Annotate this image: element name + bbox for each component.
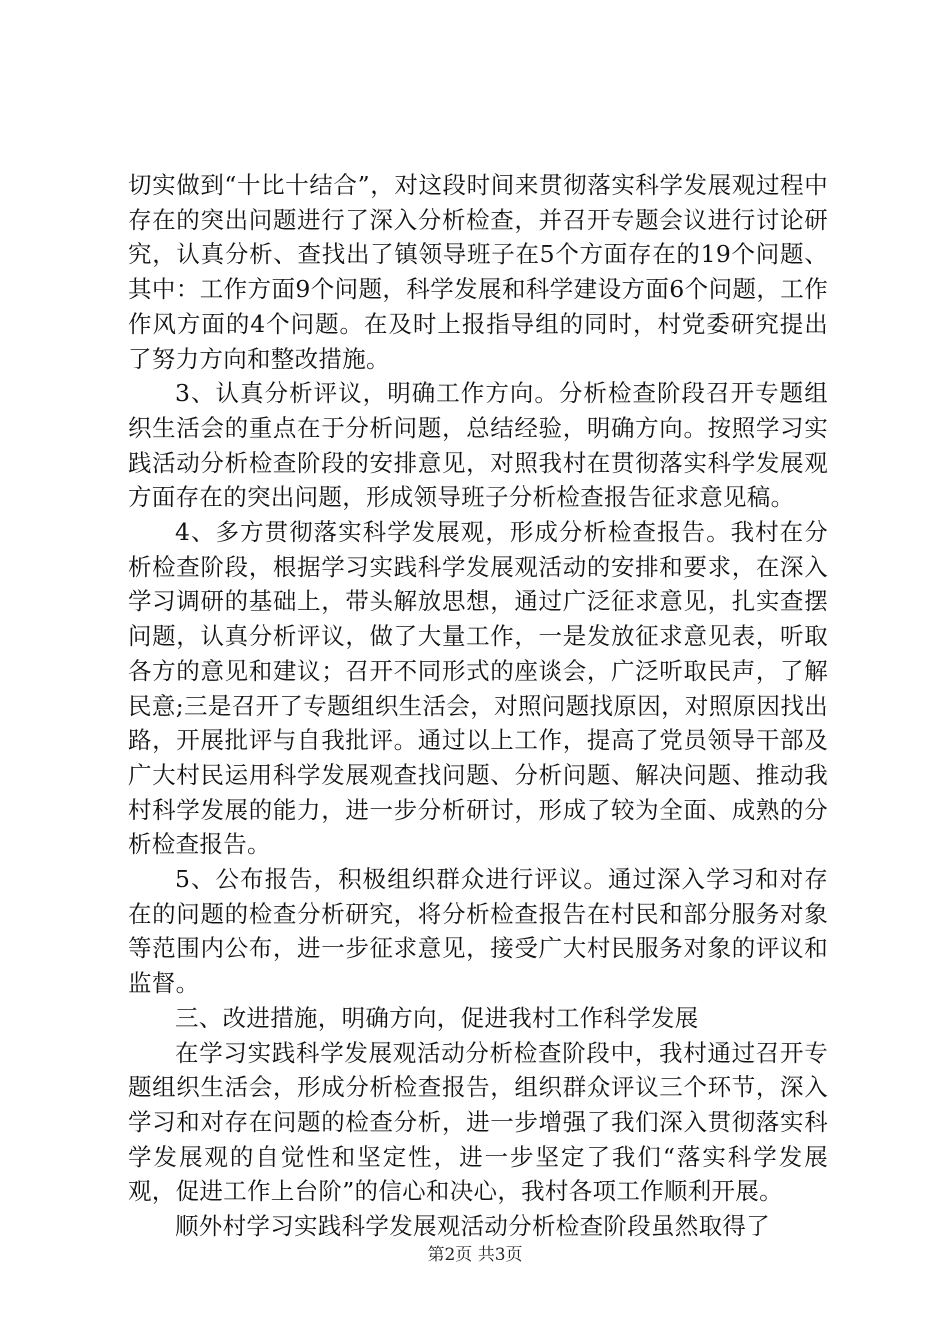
paragraph-closing: 顺外村学习实践科学发展观活动分析检查阶段虽然取得了 xyxy=(175,1212,770,1241)
document-body xyxy=(128,168,828,1244)
paragraph-section-3-body: 在学习实践科学发展观活动分析检查阶段中，我村通过召开专题组织生活会，形成分析检查报告，组织群众评议三个环节，深入学习和对存在问题的检查分析，进一步增强了我们深入贯彻落实科学发展观的自觉性和坚定性，进一步坚定了我们“落实科学发展观，促进工作上台阶”的信心和决心，我村各项工作顺利开展。 xyxy=(128,1038,828,1206)
section-heading-3: 三、改进措施，明确方向，促进我村工作科学发展 xyxy=(175,1003,699,1032)
paragraph-item-3: 3、认真分析评议，明确工作方向。分析检查阶段召开专题组织生活会的重点在于分析问题，总结经验，明确方向。按照学习实践活动分析检查阶段的安排意见，对照我村在贯彻落实科学发展观方面存在的突出问题，形成领导班子分析检查报告征求意见稿。 xyxy=(128,379,828,512)
paragraph-continuation: 切实做到“十比十结合”，对这段时间来贯彻落实科学发展观过程中存在的突出问题进行了深入分析检查，并召开专题会议进行讨论研究，认真分析、查找出了镇领导班子在5个方面存在的19个问题、其中：工作方面9个问题，科学发展和科学建设方面6个问题，工作作风方面的4个问题。在及时上报指导组的同时，村党委研究提出了努力方向和整改措施。 xyxy=(128,171,828,373)
paragraph-item-4: 4、多方贯彻落实科学发展观，形成分析检查报告。我村在分析检查阶段，根据学习实践科学发展观活动的安排和要求，在深入学习调研的基础上，带头解放思想，通过广泛征求意见，扎实查摆问题，认真分析评议，做了大量工作，一是发放征求意见表，听取各方的意见和建议；召开不同形式的座谈会，广泛听取民声，了解民意;三是召开了专题组织生活会，对照问题找原因，对照原因找出路，开展批评与自我批评。通过以上工作，提高了党员领导干部及广大村民运用科学发展观查找问题、分析问题、解决问题、推动我村科学发展的能力，进一步分析研讨，形成了较为全面、成熟的分析检查报告。 xyxy=(128,518,828,859)
paragraph-item-5: 5、公布报告，积极组织群众进行评议。通过深入学习和对存在的问题的检查分析研究，将分析检查报告在村民和部分服务对象等范围内公布，进一步征求意见，接受广大村民服务对象的评议和监督。 xyxy=(128,865,828,998)
page-footer xyxy=(0,1240,950,1265)
page-number-label: 第2页 共3页 xyxy=(427,1245,523,1265)
